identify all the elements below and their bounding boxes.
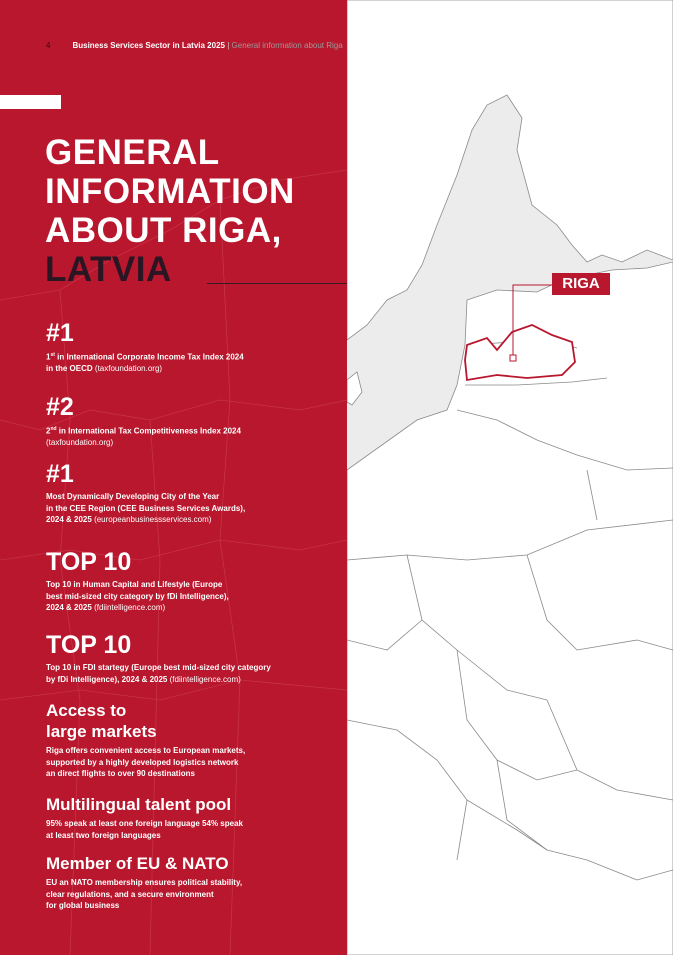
ordinal-suffix: st bbox=[50, 352, 55, 358]
benefit-text: EU an NATO membership ensures political stability, clear regulations, and a secure environment for global business bbox=[46, 878, 243, 910]
fact-text: Top 10 in FDI startegy (Europe best mid-sized city category by fDi Intelligence), 2024 & 2025 (fdiintelligence.com) bbox=[46, 663, 271, 684]
page-title bbox=[45, 133, 295, 289]
publication-title: Business Services Sector in Latvia 2025 bbox=[72, 41, 225, 50]
fact-heading: #1 bbox=[46, 319, 74, 347]
riga-label: RIGA bbox=[552, 273, 610, 295]
fact-source: (taxfoundation.org) bbox=[94, 364, 163, 374]
benefit-item bbox=[46, 853, 242, 912]
header-separator: | bbox=[227, 41, 230, 50]
benefit-heading: Access to large markets bbox=[46, 701, 157, 741]
section-title: General information about Riga bbox=[231, 41, 343, 50]
fact-item bbox=[46, 631, 271, 685]
title-rule bbox=[207, 283, 347, 284]
fact-text: 2nd in International Tax Competitiveness Index 2024 (taxfoundation.org) bbox=[46, 426, 241, 448]
title-line-3: ABOUT RIGA, bbox=[45, 211, 282, 250]
map-graphic bbox=[347, 0, 673, 955]
fact-heading: #1 bbox=[46, 460, 74, 488]
riga-marker bbox=[510, 355, 516, 361]
fact-source: (fdiintelligence.com) bbox=[169, 674, 241, 684]
europe-map bbox=[347, 0, 673, 955]
page-header bbox=[46, 41, 343, 50]
benefit-item bbox=[46, 700, 245, 780]
benefit-text: Riga offers convenient access to European markets, supported by a highly developed logistics network an direct flights to over 90 destinations bbox=[46, 746, 246, 778]
benefit-heading: Member of EU & NATO bbox=[46, 854, 229, 873]
fact-heading: TOP 10 bbox=[46, 631, 132, 659]
accent-bar bbox=[0, 95, 61, 109]
benefit-item bbox=[46, 794, 243, 841]
benefit-text: 95% speak at least one foreign language 54% speak at least two foreign languages bbox=[46, 819, 243, 840]
benefit-heading: Multilingual talent pool bbox=[46, 795, 232, 814]
fact-item bbox=[46, 319, 244, 375]
fact-text: Top 10 in Human Capital and Lifestyle (Europe best mid-sized city category by fDi Intelligence), 2024 & 2025 (fdiintelligence.com) bbox=[46, 580, 229, 612]
ordinal-suffix: nd bbox=[50, 426, 57, 432]
fact-heading: #2 bbox=[46, 393, 74, 421]
title-line-1: GENERAL bbox=[45, 133, 220, 172]
page-number: 4 bbox=[46, 41, 51, 50]
fact-text: 1st in International Corporate Income Tax Index 2024 in the OECD (taxfoundation.org) bbox=[46, 352, 244, 374]
fact-item bbox=[46, 460, 245, 526]
fact-source: (fdiintelligence.com) bbox=[94, 603, 166, 612]
fact-source: (taxfoundation.org) bbox=[46, 438, 114, 448]
title-line-4: LATVIA bbox=[45, 250, 172, 289]
title-line-2: INFORMATION bbox=[45, 172, 295, 211]
fact-source: (europeanbusinessservices.com) bbox=[94, 515, 212, 524]
riga-marker-line bbox=[505, 284, 555, 364]
fact-item bbox=[46, 393, 241, 449]
fact-heading: TOP 10 bbox=[46, 548, 132, 576]
fact-item bbox=[46, 548, 229, 614]
fact-text: Most Dynamically Developing City of the Year in the CEE Region (CEE Business Services Awards), 2024 & 2025 (europeanbusinessservices.com) bbox=[46, 492, 246, 524]
